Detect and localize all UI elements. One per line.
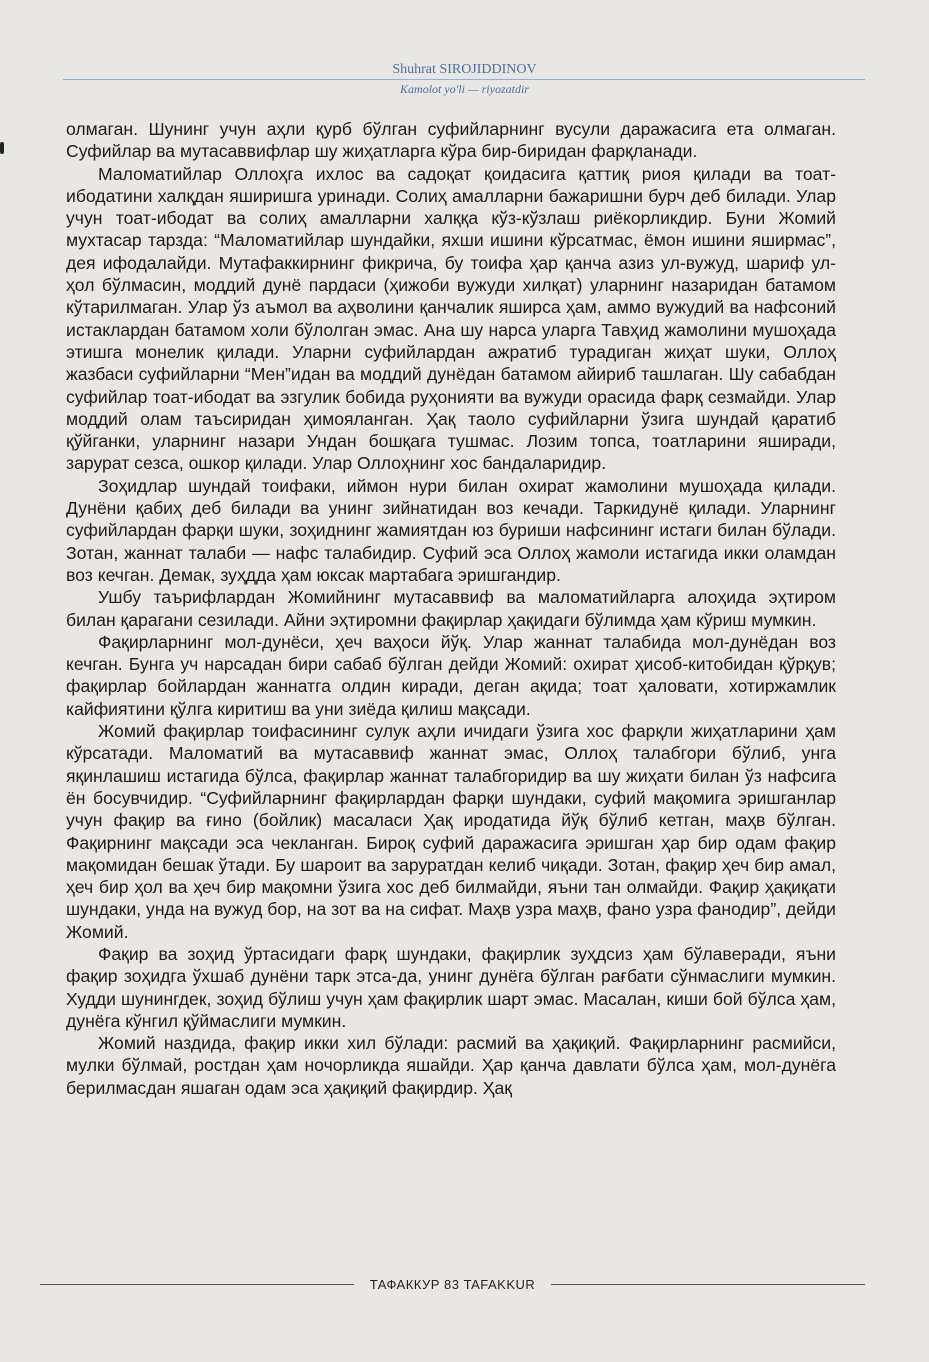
paragraph: Маломатийлар Оллоҳга ихлос ва садоқат қоидасига қаттиқ риоя қилади ва тоат-ибодатини халқдан яширишга уринади. Солиҳ амалларни бажаришни бурч деб билади. Улар учун тоат-ибодат ва солиҳ амалларни халққа кўз-кўзлаш риёкорликдир. Буни Жомий мухтасар тарзда: “Маломатийлар шундайки, яхши ишини кўрсатмас, ёмон ишини яширмас”, дея ифодалайди. Мутафаккирнинг фикрича, бу тоифа ҳар қанча азиз ул-вужуд, шариф ул-ҳол бўлмасин, моддий дунё пардаси (ҳижоби вужуди хилқат) уларнинг назаридан батамом кўтарилмаган. Улар ўз аъмол ва аҳволини қанчалик яширса ҳам, аммо вужудий ва нафсоний истаклардан батамом холи бўлолган эмас. Ана шу нарса уларга Тавҳид жамолини мушоҳада этишга монелик қилади. Уларни суфийлардан ажратиб турадиган жиҳат шуки, Оллоҳ жазбаси суфийларни “Мен”идан ва моддий дунёдан батамом айириб ташлаган. Шу сабабдан суфийлар тоат-ибодат ва эзгулик бобида руҳонияти ва вужуди орасида фарқ сезмайди. Улар моддий олам таъсиридан ҳимояланган. Ҳақ таоло суфийларни ўзига шундай қаратиб қўйганки, уларнинг назари Ундан бошқага тушмас. Лозим топса, тоатларини яширади, зарурат сезса, ошкор қилади. Улар Оллоҳнинг хос бандаларидир. [66, 163, 836, 474]
page-footer [40, 1277, 865, 1292]
footer-rule-right [551, 1284, 865, 1285]
paragraph: Жомий наздида, фақир икки хил бўлади: расмий ва ҳақиқий. Фақирларнинг расмийси, мулки бўлмай, ростдан ҳам ночорликда яшайди. Ҳар қанча давлати бўлса ҳам, мол-дунёга берилмасдан яшаган одам эса ҳақиқий фақирдир. Ҳақ [66, 1033, 836, 1098]
paragraph: Зоҳидлар шундай тоифаки, иймон нури билан охират жамолини мушоҳада қилади. Дунёни қабиҳ деб билади ва унинг зийнатидан воз кечади. Таркидунё қилади. Уларнинг суфийлардан фарқи шуки, зоҳиднинг жамиятдан юз буриши нафсининг истаги билан бўлади. Зотан, жаннат талаби — нафс талабидир. Суфий эса Оллоҳ жамоли истагида икки оламдан воз кечган. Демак, зуҳдда ҳам юксак мартабага эришгандир. [66, 475, 836, 585]
paragraph: Ушбу таърифлардан Жомийнинг мутасаввиф ва маломатийларга алоҳида эҳтиром билан қарагани сезилади. Айни эҳтиромни фақирлар ҳақидаги бўлимда ҳам кўриш мумкин. [66, 587, 836, 630]
header-author: Shuhrat SIROJIDDINOV [392, 62, 537, 77]
page-edge-mark [0, 142, 4, 154]
paragraph: Фақирларнинг мол-дунёси, ҳеч ваҳоси йўқ. Улар жаннат талабида мол-дунёдан воз кечган. Бунга уч нарсадан бири сабаб бўлган дейди Жомий: охират ҳисоб-китобидан қўрқув; фақирлар бойлардан жаннатга олдин киради, деган ақида; тоат ҳаловати, хотиржамлик кайфиятини қўлга киритиш ва уни зиёда қилиш мақсади. [66, 631, 836, 719]
paragraph: Жомий фақирлар тоифасининг сулук аҳли ичидаги ўзига хос фарқли жиҳатларини ҳам кўрсатади. Маломатий ва мутасаввиф жаннат эмас, Оллоҳ талабгори бўлиб, унга яқинлашиш истагида бўлса, фақирлар жаннат талабгоридир ва шу жиҳати билан ўз нафсига ён босувчидир. “Суфийларнинг фақирлардан фарқи шундаки, суфий мақомига эришганлар учун фақир ва ғино (бойлик) масаласи Ҳақ иродатида йўқ бўлиб кетган, маҳв бўлган. Фақирнинг мақсади эса чекланган. Бироқ суфий даражасига эришган ҳар бир одам фақир мақомидан бешак ўтади. Бу шароит ва заруратдан келиб чиқади. Зотан, фақир ҳеч бир амал, ҳеч бир ҳол ва ҳеч бир мақомни ўзига хос деб билмайди, яъни тан олмайди. Фақир ҳақиқати шундаки, унда на вужуд бор, на зот ва на сифат. Маҳв узра маҳв, фано узра фанодир”, дейди Жомий. [66, 721, 836, 942]
footer-label: ТАФАККУР 83 TAFAKKUR [369, 1277, 536, 1292]
paragraph: Фақир ва зоҳид ўртасидаги фарқ шундаки, фақирлик зуҳдсиз ҳам бўлаверади, яъни фақир зоҳидга ўхшаб дунёни тарк этса-да, унинг дунёга бўлган рағбати сўнмаслиги мумкин. Худди шунингдек, зоҳид бўлиш учун ҳам фақирлик шарт эмас. Масалан, киши бой бўлса ҳам, дунёга кўнгил қўймаслиги мумкин. [66, 943, 836, 1031]
article-body [66, 118, 836, 1099]
page-header [0, 62, 929, 97]
footer-rule-left [40, 1284, 354, 1285]
header-subtitle: Kamolot yo'li — riyozatdir [400, 82, 529, 96]
paragraph: олмаган. Шунинг учун аҳли қурб бўлган суфийларнинг вусули даражасига ета олмаган. Суфийлар ва мутасаввифлар шу жиҳатларга кўра бир-биридан фарқланади. [66, 119, 836, 162]
